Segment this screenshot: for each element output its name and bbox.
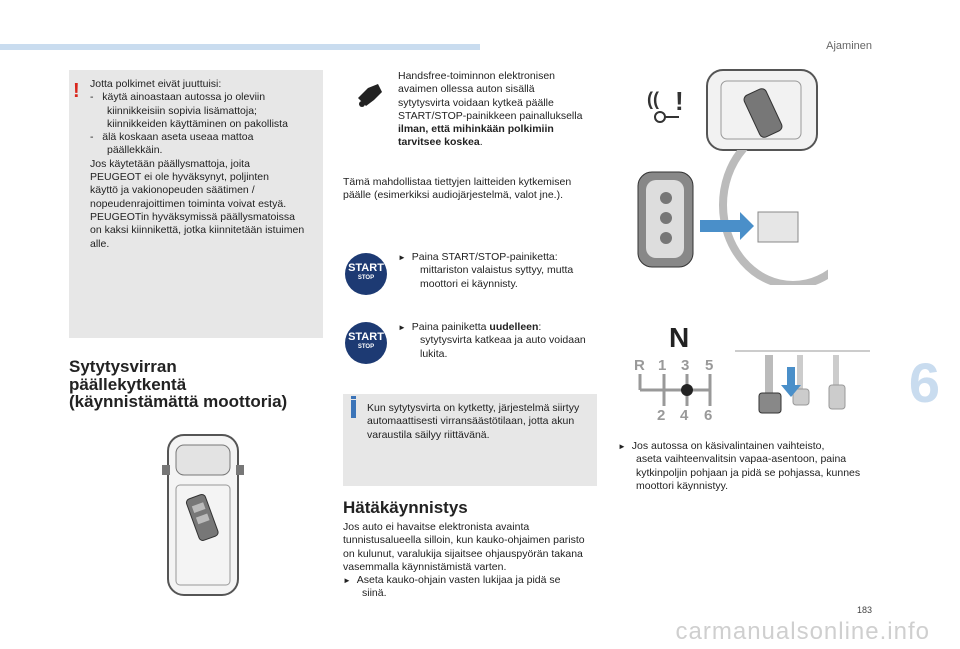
handsfree-icon <box>354 80 386 110</box>
svg-text:((: (( <box>647 89 659 109</box>
info-icon <box>351 396 356 399</box>
info-text: Kun sytytysvirta on kytketty, järjestelmä siirtyy automaattisesti virransäästötilaan, jotta akun varaustila säilyy riittävänä. <box>367 402 580 441</box>
watermark: carmanualsonline.info <box>675 618 930 645</box>
bullet-icon: ► <box>343 576 351 586</box>
handsfree-text: Handsfree-toiminnon elektronisen avaimen ollessa auton sisällä sytytysvirta voidaan kytkeä päälle START/STOP-painikkeen painalluksella ilman, että mihinkään polkimiin tarvitsee koskea. <box>398 70 583 149</box>
svg-text:6: 6 <box>704 407 713 424</box>
manual-gearbox-text: ► Jos autossa on käsivalintainen vaihteisto, aseta vaihteenvalitsin vapaa-asentoon, paina kytkinpoljin pohjaan ja pidä se pohjassa, kunnes moottori käynnistyy. <box>618 440 861 492</box>
svg-text:3: 3 <box>681 357 690 374</box>
emergency-text: Jos auto ei havaitse elektronista avainta tunnistusalueella silloin, kun kauko-ohjaimen paristo on kulunut, varalukija sijaitsee ohjauspyörän takana vasemmalla käynnistämistä varten. ► Aseta kauko-ohjain vasten lukijaa ja pidä se siinä. <box>343 521 585 600</box>
start-stop-button: START STOP <box>345 322 387 364</box>
step1-text: ► Paina START/STOP-painiketta: mittariston valaistus syttyy, mutta moottori ei käynnisty. <box>398 251 574 290</box>
bullet-icon: ► <box>398 253 406 262</box>
warning-text: Jotta polkimet eivät juuttuisi: - käytä ainoastaan autossa jo oleviin kiinnikkeisiin sopivia lisämattoja; kiinnikkeiden käyttäminen on pakollista - älä koskaan aseta useaa mattoa päällekkäin. Jos käytetään päällysmattoja, joita PEUGEOT ei ole hyväksynyt, poljinten käyttö ja vakionopeuden säätimen / nopeudenrajoittimen toiminta voivat estyä. PEUGEOTin hyväksymissä päällysmatoissa on kaksi kiinnikettä, jotka kiinnitetään istuimen alle. <box>90 78 305 250</box>
car-key-illustration <box>645 65 820 155</box>
page-number: 183 <box>856 605 872 615</box>
svg-text:2: 2 <box>657 407 666 424</box>
pedals-illustration <box>735 345 870 420</box>
enables-text: Tämä mahdollistaa tiettyjen laitteiden kytkemisen päälle (esimerkiksi audiojärjestelmä, valot jne.). <box>343 176 572 202</box>
svg-text:R: R <box>634 357 645 374</box>
svg-text:5: 5 <box>705 357 714 374</box>
gear-neutral-label: N <box>669 322 690 353</box>
info-icon <box>351 400 356 418</box>
warning-icon: ! <box>73 80 80 102</box>
bullet-icon: ► <box>618 442 626 451</box>
chapter-tab: 6 <box>908 351 940 414</box>
heading-emergency: Hätäkäynnistys <box>343 498 468 517</box>
step2-text: ► Paina painiketta uudelleen: sytytysvirta katkeaa ja auto voidaan lukita. <box>398 321 586 360</box>
car-top-view-illustration <box>160 425 245 600</box>
section-title: Ajaminen <box>826 40 872 52</box>
heading-ignition: Sytytysvirran päällekytkentä (käynnistämättä moottoria) <box>69 357 288 411</box>
bullet-icon: ► <box>398 323 406 332</box>
svg-text:4: 4 <box>680 407 689 424</box>
header-accent-bar <box>0 44 480 50</box>
svg-text:!: ! <box>675 86 684 116</box>
gear-pattern-bottom <box>652 404 722 426</box>
svg-text:1: 1 <box>658 357 667 374</box>
start-stop-button: START STOP <box>345 253 387 295</box>
steering-reader-illustration <box>628 150 828 285</box>
